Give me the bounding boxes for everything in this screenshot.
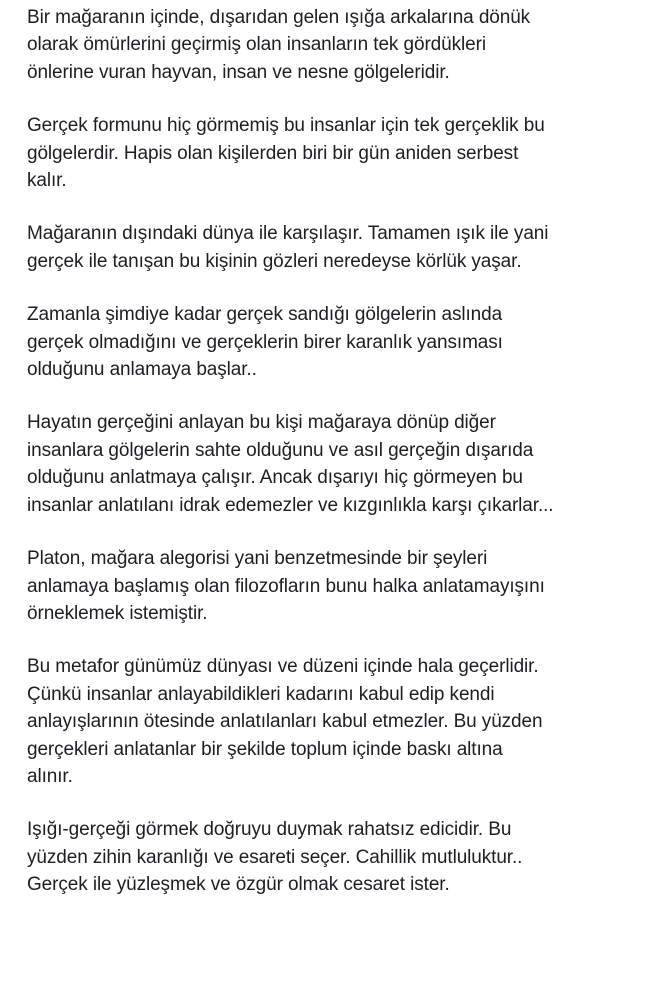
text-line: anlayışlarının ötesinde anlatılanları kabul etmezler. Bu yüzden <box>27 711 543 733</box>
text-line: anlamaya başlamış olan filozofların bunu halka anlatamayışını <box>27 575 545 597</box>
text-line: olarak ömürlerini geçirmiş olan insanların tek gördükleri <box>27 34 486 56</box>
text-line: yüzden zihin karanlığı ve esareti seçer. Cahillik mutluluktur.. <box>27 846 523 868</box>
paragraph-2 <box>27 112 645 194</box>
text-line: önlerine vuran hayvan, insan ve nesne gölgeleridir. <box>27 61 450 83</box>
paragraph-5 <box>27 409 645 519</box>
paragraph-8 <box>27 816 645 898</box>
text-line: olduğunu anlamaya başlar.. <box>27 359 257 381</box>
paragraph-7 <box>27 653 645 790</box>
text-line: gerçekleri anlatanlar bir şekilde toplum içinde baskı altına <box>27 738 503 760</box>
paragraph-1 <box>27 4 645 86</box>
text-line: örneklemek istemiştir. <box>27 602 208 624</box>
text-line: gölgelerdir. Hapis olan kişilerden biri bir gün aniden serbest <box>27 142 519 164</box>
text-line: Mağaranın dışındaki dünya ile karşılaşır. Tamamen ışık ile yani <box>27 223 549 245</box>
text-line: Gerçek ile yüzleşmek ve özgür olmak cesaret ister. <box>27 874 450 896</box>
text-line: Hayatın gerçeğini anlayan bu kişi mağaraya dönüp diğer <box>27 412 496 434</box>
paragraph-3 <box>27 220 645 275</box>
text-line: Çünkü insanlar anlayabildikleri kadarını kabul edip kendi <box>27 683 495 705</box>
text-line: Işığı-gerçeği görmek doğruyu duymak rahatsız edicidir. Bu <box>27 819 512 841</box>
post-text-body <box>27 4 645 925</box>
text-line: alınır. <box>27 765 73 787</box>
text-line: kalır. <box>27 170 67 192</box>
text-line: insanlara gölgelerin sahte olduğunu ve asıl gerçeğin dışarıda <box>27 439 534 461</box>
text-line: Zamanla şimdiye kadar gerçek sandığı gölgelerin aslında <box>27 304 503 326</box>
text-line: Bu metafor günümüz dünyası ve düzeni içinde hala geçerlidir. <box>27 656 539 678</box>
text-line: gerçek olmadığını ve gerçeklerin birer karanlık yansıması <box>27 331 503 353</box>
text-line: insanlar anlatılanı idrak edemezler ve kızgınlıkla karşı çıkarlar... <box>27 494 554 516</box>
text-line: gerçek ile tanışan bu kişinin gözleri neredeyse körlük yaşar. <box>27 250 522 272</box>
text-line: Gerçek formunu hiç görmemiş bu insanlar için tek gerçeklik bu <box>27 115 545 137</box>
text-line: Platon, mağara alegorisi yani benzetmesinde bir şeyleri <box>27 548 488 570</box>
text-line: Bir mağaranın içinde, dışarıdan gelen ışığa arkalarına dönük <box>27 7 531 28</box>
text-line: olduğunu anlatmaya çalışır. Ancak dışarıyı hiç görmeyen bu <box>27 467 523 489</box>
paragraph-4 <box>27 301 645 383</box>
paragraph-6 <box>27 545 645 627</box>
